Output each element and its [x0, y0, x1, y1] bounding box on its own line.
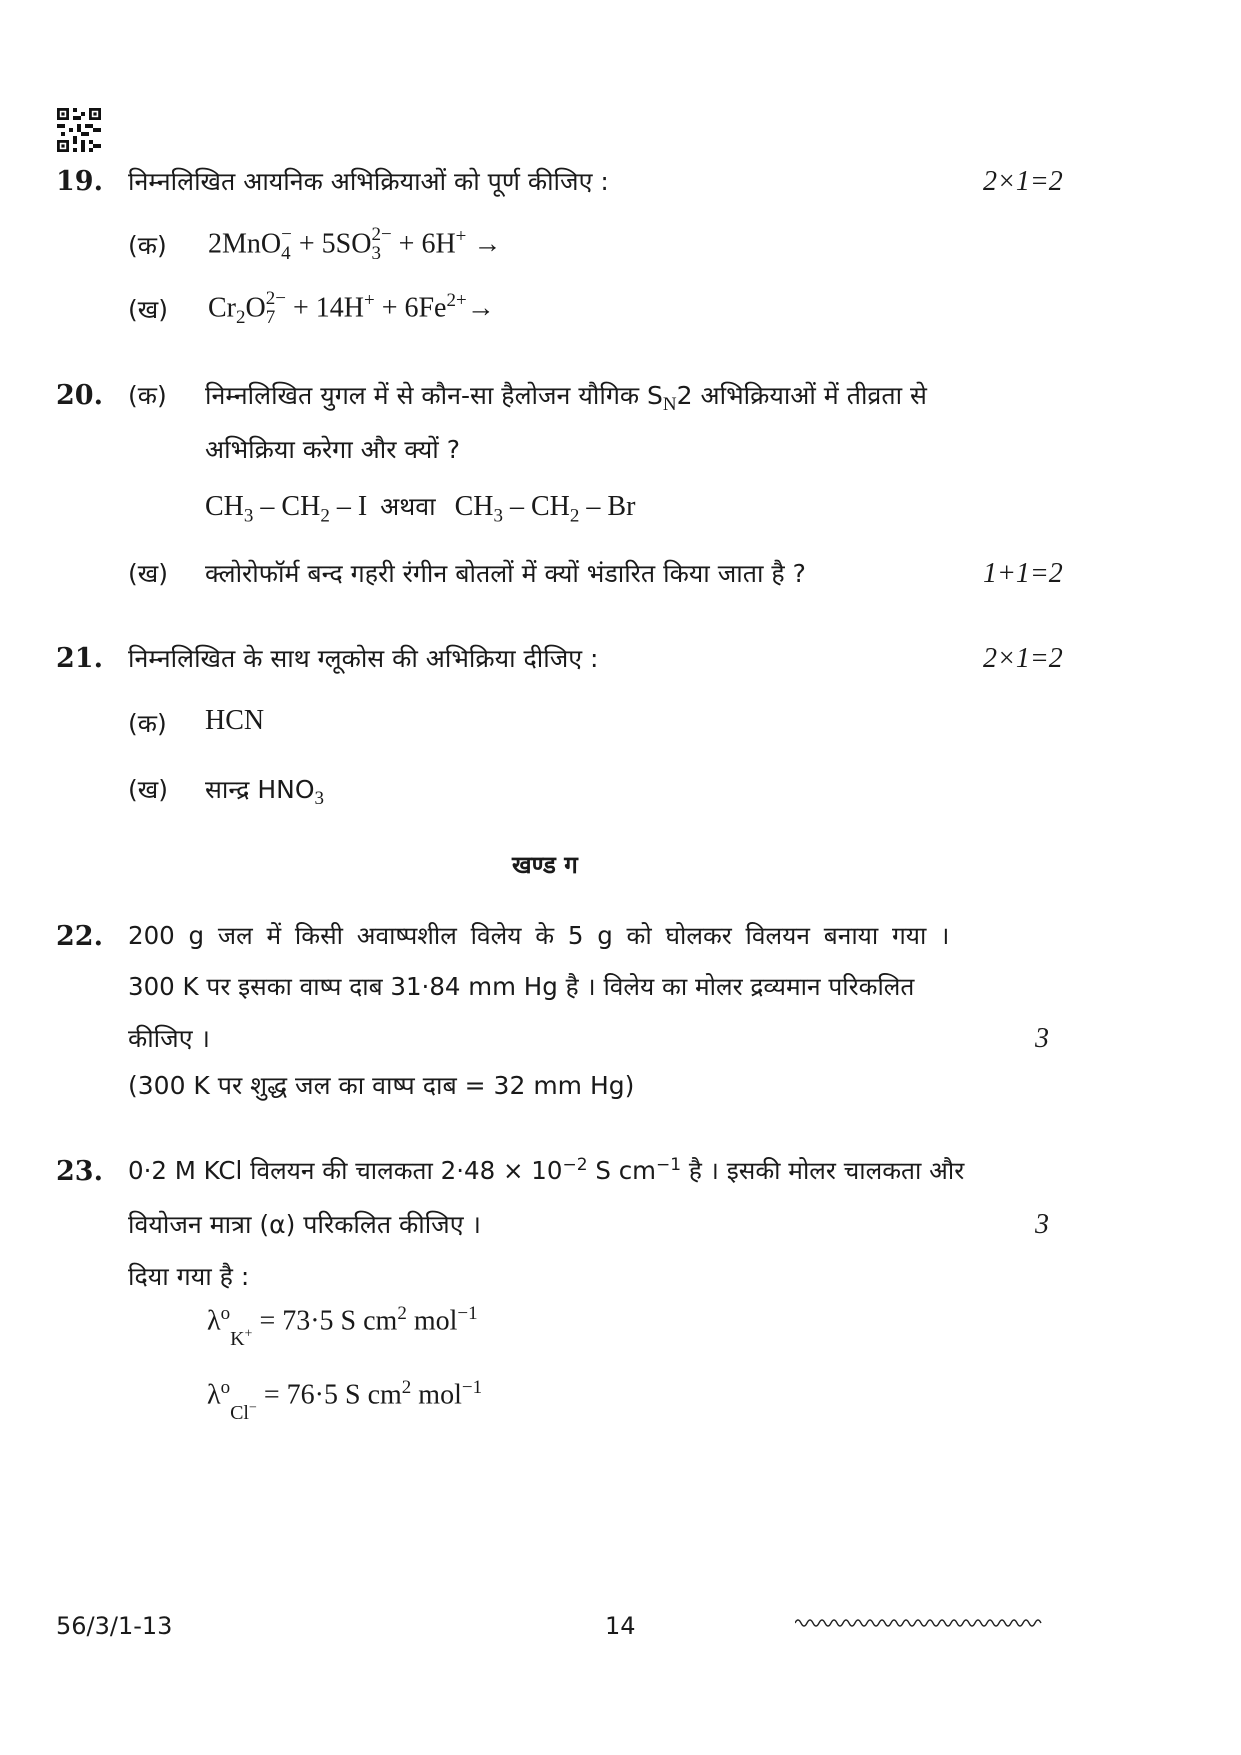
page-number: 14: [605, 1612, 636, 1640]
question-22-marks: 3: [1035, 1023, 1049, 1054]
question-number-21: 21.: [56, 643, 103, 674]
question-20-compounds: $CH_3 - CH_2$ – I अथवा $CH_3 - CH_2$ – Br: [205, 491, 636, 527]
question-19-part-b-equation: $Cr_2O$ 2− 7 + $14H^+ + 6Fe^{2+}\to$: [208, 287, 495, 328]
lambda-cl-minus: $\lambda^o_{Cl^-} = 76\cdot 5$ S $cm^2$ mol$^{-1}$: [207, 1377, 483, 1425]
question-20-part-b-text: क्लोरोफॉर्म बन्द गहरी रंगीन बोतलों में क्यों भंडारित किया जाता है ?: [205, 559, 806, 588]
question-21-part-a-label: (क): [128, 709, 167, 738]
question-22-line2: 300 K पर इसका वाष्प दाब 31·84 mm Hg है । विलेय का मोलर द्रव्यमान परिकलित: [128, 972, 915, 1001]
question-20-part-a-line2: अभिक्रिया करेगा और क्यों ?: [205, 435, 460, 464]
lambda-k-plus: $\lambda^o_{K^+} = 73\cdot 5$ S $cm^2$ mol$^{-1}$: [207, 1303, 478, 1351]
question-20-marks: 1+1=2: [983, 558, 1063, 589]
question-21-part-b-label: (ख): [128, 775, 168, 804]
question-22-line1: 200 g जल में किसी अवाष्पशील विलेय के 5 g को घोलकर विलयन बनाया गया ।: [128, 921, 950, 950]
question-20-part-a-label: (क): [128, 381, 167, 410]
paper-code: 56/3/1-13: [56, 1612, 173, 1640]
qr-code-icon: [57, 108, 101, 152]
question-21-part-a-text: HCN: [205, 705, 265, 736]
question-20-part-a-line1: निम्नलिखित युगल में से कौन-सा हैलोजन यौगिक $S_N2$ अभिक्रियाओं में तीव्रता से: [205, 381, 927, 415]
question-21-text: निम्नलिखित के साथ ग्लूकोस की अभिक्रिया दीजिए :: [128, 644, 599, 673]
question-23-line1: 0·2 M KCl विलयन की चालकता $2\cdot 48 \times 10^{-2}$ S $cm^{-1}$ है । इसकी मोलर चालकता और: [128, 1154, 965, 1185]
question-22-line4: (300 K पर शुद्ध जल का वाष्प दाब = 32 mm Hg): [128, 1071, 635, 1100]
question-19-marks: 2×1=2: [983, 166, 1063, 197]
question-number-22: 22.: [56, 921, 103, 952]
question-22-line3: कीजिए ।: [128, 1024, 210, 1053]
question-number-23: 23.: [56, 1156, 103, 1187]
question-21-part-b-text: सान्द्र $HNO_3$: [205, 775, 324, 809]
question-number-19: 19.: [56, 166, 103, 197]
question-23-given-label: दिया गया है :: [128, 1262, 250, 1291]
question-19-part-a-label: (क): [128, 231, 167, 260]
question-19-text: निम्नलिखित आयनिक अभिक्रियाओं को पूर्ण कीजिए :: [128, 167, 609, 196]
question-19-part-b-label: (ख): [128, 295, 168, 324]
question-23-marks: 3: [1035, 1209, 1049, 1240]
question-number-20: 20.: [56, 380, 103, 411]
question-19-part-a-equation: 2MnO − 4 + 5SO 2− 3 + 6H+ →: [208, 223, 502, 264]
question-20-part-b-label: (ख): [128, 559, 168, 588]
squiggle-line-icon: [795, 1615, 1045, 1631]
section-heading: खण्ड ग: [512, 851, 578, 879]
question-21-marks: 2×1=2: [983, 643, 1063, 674]
question-23-line2: वियोजन मात्रा (α) परिकलित कीजिए ।: [128, 1210, 481, 1239]
